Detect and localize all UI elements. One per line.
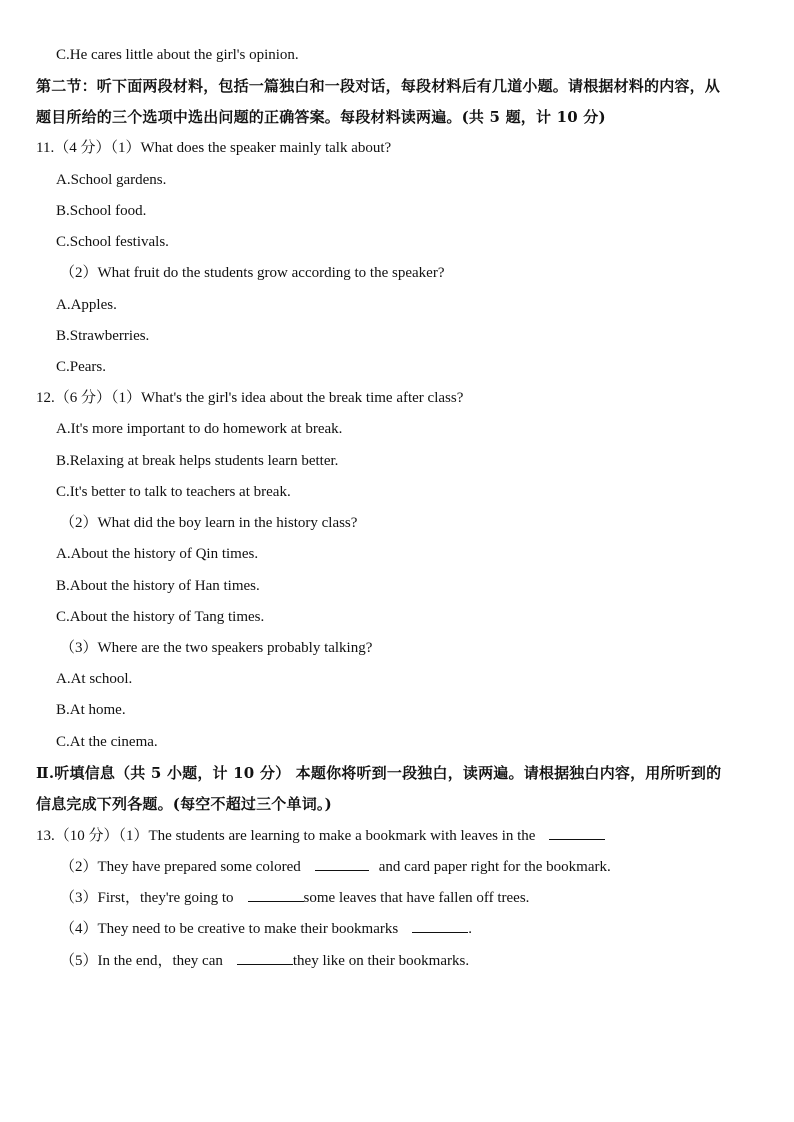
q12-3-option-c: C.At the cinema. [56,734,158,750]
q13-4-blank[interactable] [412,918,468,933]
q13-3-blank[interactable] [248,887,304,902]
q11-2-option-b: B.Strawberries. [56,328,150,344]
q12-1-option-b: B.Relaxing at break helps students learn better. [56,453,339,469]
q13-5-blank[interactable] [237,950,293,965]
q12-2-option-b: B.About the history of Han times. [56,578,260,594]
q13-3-text-before: （3）First，they're going to [60,890,234,906]
q13-4-text-before: （4）They need to be creative to make their bookmarks [60,921,399,937]
q13-4-text-after: . [468,921,472,937]
q13-5-text-after: they like on their bookmarks. [292,953,470,969]
q13-2-text-before: （2）They have prepared some colored [60,859,301,875]
q13-5 [60,950,469,971]
prev-option-c: C.He cares little about the girl's opinion. [56,47,299,63]
q12-1-option-c: C.It's better to talk to teachers at break. [56,484,291,500]
q12-2-stem: （2）What did the boy learn in the history class? [60,515,358,531]
q13-2 [60,856,611,877]
section2-instruction-line2: 题目所给的三个选项中选出问题的正确答案。每段材料读两遍。(共 5 题，计 10 分) [36,108,606,126]
q13-4 [60,918,472,939]
q11-2-option-c: C.Pears. [56,359,106,375]
q12-3-stem: （3）Where are the two speakers probably talking? [60,640,373,656]
q13-2-text-after: and card paper right for the bookmark. [378,859,611,875]
q11-1-option-a: A.School gardens. [56,172,167,188]
q11-1-option-b: B.School food. [56,203,147,219]
q11-stem: 11.（4 分）（1）What does the speaker mainly talk about? [36,140,392,156]
q13-1-text: 13.（10 分）（1）The students are learning to make a bookmark with leaves in the [36,828,536,844]
q11-1-option-c: C.School festivals. [56,234,169,250]
section2-instruction-line1: 第二节：听下面两段材料，包括一篇独白和一段对话，每段材料后有几道小题。请根据材料的内容，从 [36,77,721,95]
q13-3 [60,887,529,908]
part2-instruction-line1: Ⅱ.听填信息（共 5 小题，计 10 分） 本题你将听到一段独白，读两遍。请根据独白内容，用所听到的 [36,764,722,782]
q11-2-stem: （2）What fruit do the students grow according to the speaker? [60,265,445,281]
q11-2-option-a: A.Apples. [56,297,117,313]
q12-stem: 12.（6 分）（1）What's the girl's idea about the break time after class? [36,390,464,406]
q13-1 [36,825,605,846]
q12-2-option-c: C.About the history of Tang times. [56,609,265,625]
q13-3-text-after: some leaves that have fallen off trees. [303,890,530,906]
q12-1-option-a: A.It's more important to do homework at break. [56,421,343,437]
q13-2-blank[interactable] [315,856,369,871]
q12-2-option-a: A.About the history of Qin times. [56,546,259,562]
q13-5-text-before: （5）In the end，they can [60,953,223,969]
part2-instruction-line2: 信息完成下列各题。(每空不超过三个单词。) [36,795,332,813]
q13-1-blank[interactable] [549,825,605,840]
q12-3-option-b: B.At home. [56,702,126,718]
q12-3-option-a: A.At school. [56,671,133,687]
